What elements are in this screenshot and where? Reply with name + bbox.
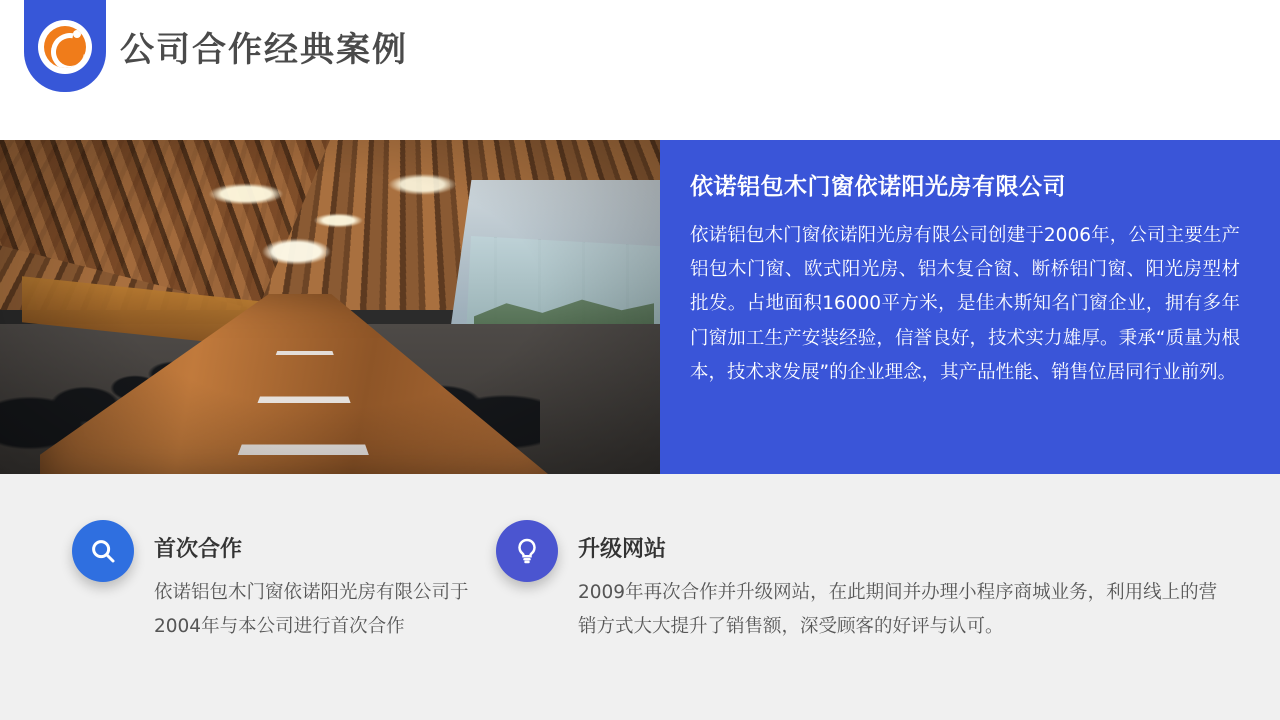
slide-header (0, 0, 1280, 120)
feature-title: 依诺铝包木门窗依诺阳光房有限公司 (690, 174, 1066, 200)
feature-body: 依诺铝包木门窗依诺阳光房有限公司创建于2006年，公司主要生产铝包木门窗、欧式阳光房、铝木复合窗、断桥铝门窗、阳光房型材批发。占地面积16000平方米，是佳木斯知名门窗企业，拥有多年门窗加工生产安装经验，信誉良好，技术实力雄厚。秉承“质量为根本，技术求发展”的企业理念，其产品性能、销售位居同行业前列。 (690, 225, 1240, 383)
search-icon (72, 520, 134, 582)
lightbulb-icon (496, 520, 558, 582)
office-photo (0, 140, 660, 474)
highlight-desc: 依诺铝包木门窗依诺阳光房有限公司于2004年与本公司进行首次合作 (154, 582, 469, 638)
highlight-title: 首次合作 (154, 537, 243, 562)
highlight-desc: 2009年再次合作并升级网站，在此期间并办理小程序商城业务，利用线上的营销方式大大提升了销售额，深受顾客的好评与认可。 (578, 582, 1218, 638)
feature-text-panel (660, 140, 1280, 474)
logo-shield (24, 0, 106, 92)
feature-band (0, 140, 1280, 474)
highlight-title: 升级网站 (578, 537, 667, 562)
company-logo-icon (38, 20, 92, 74)
highlights-panel (0, 474, 1280, 720)
page-title: 公司合作经典案例 (120, 30, 408, 70)
